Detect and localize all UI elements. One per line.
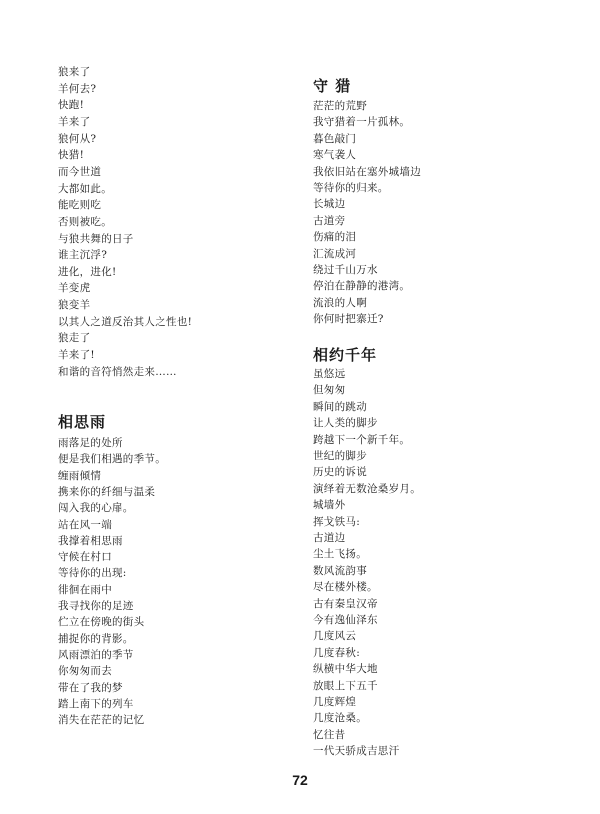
poem-line: 几度风云 xyxy=(313,630,357,643)
poem-line: 放眼上下五千 xyxy=(313,679,378,692)
poem-line: 你匆匆而去 xyxy=(58,665,112,678)
poem-line: 闯入我的心扉。 xyxy=(58,502,134,515)
poem-line: 徘徊在雨中 xyxy=(58,583,112,596)
poem-line: 便是我们相遇的季节。 xyxy=(58,453,166,466)
poem-line: 羊来了 xyxy=(58,115,91,128)
poem-line: 而今世道 xyxy=(58,165,102,178)
poem-line: 我撑着相思雨 xyxy=(58,534,123,547)
poem-line: 但匆匆 xyxy=(313,384,346,397)
poem-line: 能吃则吃 xyxy=(58,199,102,212)
poem-line: 绕过千山万水 xyxy=(313,264,378,276)
poem-line: 等待你的出现: xyxy=(58,567,127,580)
poem-line: 狼变羊 xyxy=(58,299,91,312)
poem-line: 狼走了 xyxy=(58,332,91,345)
poem-line: 几度春秋: xyxy=(313,646,361,659)
poem-line: 狼来了 xyxy=(58,66,91,78)
poem-line: 我守猎着一片孤林。 xyxy=(313,116,411,129)
poem-line: 进化，进化! xyxy=(58,265,117,278)
poem-line: 和谐的音符悄然走来…… xyxy=(58,365,177,378)
poem-line: 谁主沉浮? xyxy=(58,249,108,262)
poem-line: 纵横中华大地 xyxy=(313,663,378,676)
poem-line: 风雨漂泊的季节 xyxy=(58,648,134,661)
poem-line: 缠雨倾情 xyxy=(58,469,102,482)
poem-line: 寒气袭人 xyxy=(313,149,357,162)
poem-line: 踏上南下的列车 xyxy=(58,697,134,710)
poem-line: 数风流韵事 xyxy=(313,564,367,577)
poem-line: 伤痛的泪 xyxy=(313,231,357,244)
poem-line: 流浪的人啊 xyxy=(313,296,367,309)
poem-line: 带在了我的梦 xyxy=(58,681,123,694)
poem-line: 快猎! xyxy=(58,149,85,162)
poem-line: 我寻找你的足迹 xyxy=(58,600,134,612)
poem-line: 城墙外 xyxy=(313,499,346,512)
poem-line: 虽悠远 xyxy=(313,368,346,380)
poem-line: 捕捉你的背影。 xyxy=(58,632,134,645)
poem-title-xiangyue-qiannian: 相约千年 xyxy=(313,346,378,364)
poem-line: 雨落足的处所 xyxy=(58,437,123,449)
page-number: 72 xyxy=(292,772,308,788)
poem-line: 否则被吃。 xyxy=(58,215,112,228)
poem-line: 等待你的归来。 xyxy=(313,182,389,194)
poem-line: 古道旁 xyxy=(313,214,346,227)
poem-line: 让人类的脚步 xyxy=(313,417,378,430)
poem-line: 几度沧桑。 xyxy=(313,712,367,725)
poem-line: 羊来了! xyxy=(58,349,95,362)
poem-line: 狼何从? xyxy=(58,132,97,145)
poem-line: 携来你的纤细与温柔 xyxy=(58,485,156,498)
poem-line: 一代天骄成吉思汗 xyxy=(313,745,400,758)
poem-line: 历史的诉说 xyxy=(313,466,367,479)
poem-line: 演绎着无数沧桑岁月。 xyxy=(313,482,421,495)
poem-line: 忆往昔 xyxy=(313,728,346,741)
poem-line: 几度辉煌 xyxy=(313,696,357,708)
poem-line: 汇流成河 xyxy=(313,247,357,260)
poem-line: 快跑! xyxy=(58,99,85,112)
poem-line: 跨越下一个新千年。 xyxy=(313,433,411,446)
poem-line: 羊何去? xyxy=(58,82,97,95)
poem-line: 古道边 xyxy=(313,532,346,544)
poem-line: 暮色敲门 xyxy=(313,132,357,145)
poem-line: 守候在村口 xyxy=(58,551,112,564)
poem-line: 今有逸仙泽东 xyxy=(313,614,378,626)
poem-line: 停泊在静静的港湾。 xyxy=(313,280,411,293)
poem-line: 我依旧站在塞外城墙边 xyxy=(313,165,421,178)
poem-line: 羊变虎 xyxy=(58,282,91,295)
poem-line: 消失在茫茫的记忆 xyxy=(58,714,145,727)
poem-title-xiangsiyu: 相思雨 xyxy=(58,413,107,431)
poem-line: 挥戈铁马: xyxy=(313,515,361,528)
poem-line: 站在风一端 xyxy=(58,518,112,531)
poem-line: 长城边 xyxy=(313,198,346,211)
poem-line: 茫茫的荒野 xyxy=(313,100,367,112)
poem-line: 你何时把寨迁? xyxy=(313,313,384,326)
poem-title-shoulie: 守 猎 xyxy=(313,77,352,95)
poem-line: 尽在楼外楼。 xyxy=(313,581,378,594)
poem-line: 以其人之道反治其人之性也! xyxy=(58,315,193,328)
poem-line: 大都如此。 xyxy=(58,182,112,195)
poem-line: 尘土飞扬。 xyxy=(313,548,367,561)
poem-line: 古有秦皇汉帝 xyxy=(313,597,378,610)
poem-line: 瞬间的跳动 xyxy=(313,400,367,413)
poem-line: 世纪的脚步 xyxy=(313,450,367,462)
poem-line: 与狼共舞的日子 xyxy=(58,232,134,245)
poem-line: 伫立在傍晚的街头 xyxy=(58,616,145,629)
